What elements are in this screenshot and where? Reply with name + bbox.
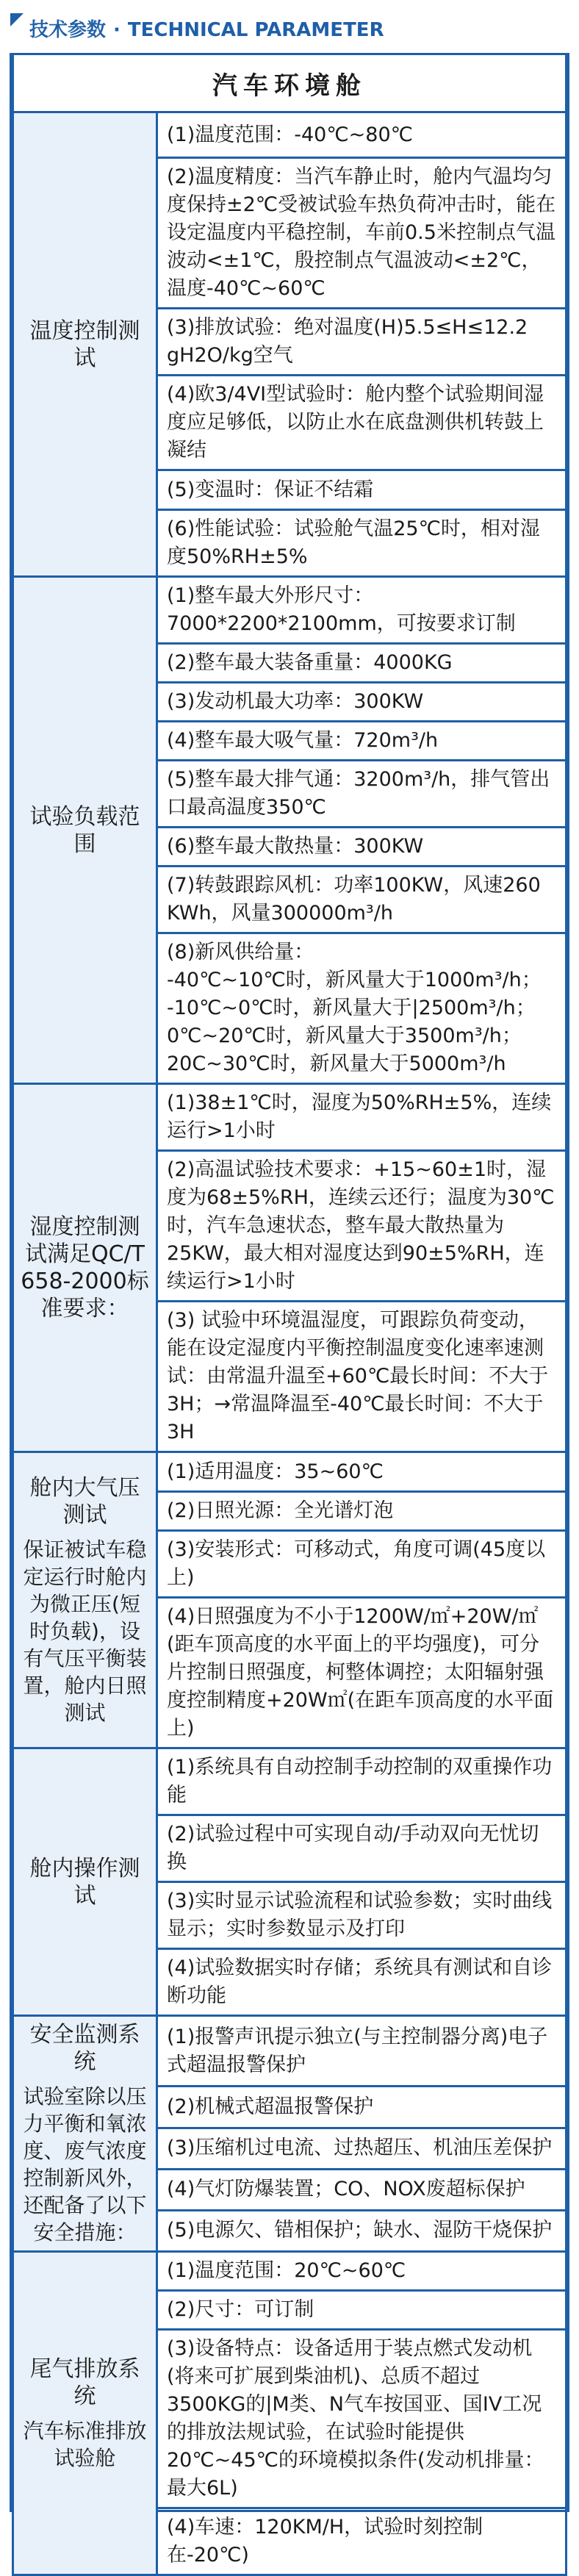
category-note: 汽车标准排放试验舱	[23, 2418, 147, 2470]
category-note: 保证被试车稳定运行时舱内为微正压(短时负载)，设有气压平衡装置，舱内日照测试	[23, 1537, 147, 1725]
spec-item: (2)试验过程中可实现自动/手动双向无忧切换	[157, 1815, 567, 1882]
spec-item: (4)车速：120KM/H，试验时刻控制在-20℃)	[157, 2508, 567, 2575]
caption-row	[13, 55, 567, 112]
spec-item: (3)压缩机过电流、过热超压、机油压差保护	[157, 2128, 567, 2169]
category-title: 舱内大气压测试	[29, 1474, 140, 1528]
table-row	[13, 2016, 567, 2087]
spec-item: (1)温度范围：-40℃~80℃	[157, 112, 567, 158]
category-cell	[13, 2016, 157, 2252]
spec-item: (4)试验数据实时存储；系统具有测试和自诊断功能	[157, 1949, 567, 2016]
table-row	[13, 2252, 567, 2291]
category-title: 安全监测系统	[29, 2022, 140, 2075]
spec-item: (1)系统具有自动控制手动控制的双重操作功能	[157, 1748, 567, 1815]
spec-item: (4)欧3/4VI型试验时：舱内整个试验期间湿度应足够低，以防止水在底盘测供机转鼓上凝结	[157, 376, 567, 470]
spec-table-frame	[10, 53, 569, 2566]
corner-triangle-icon	[10, 13, 24, 26]
table-row	[13, 577, 567, 644]
spec-item: (1)温度范围：20℃~60℃	[157, 2252, 567, 2291]
title-english: TECHNICAL PARAMETER	[127, 19, 384, 41]
spec-item: (2)高温试验技术要求：+15~60±1时，湿度为68±5%RH，连续云还行；温度为30℃时，汽车急速状态，整车最大散热量为25KW，最大相对湿度达到90±5%RH，连续运行>1小时	[157, 1151, 567, 1302]
spec-item: (3)安装形式：可移动式，角度可调(45度以上)	[157, 1531, 567, 1598]
category-title: 尾气排放系统	[29, 2356, 140, 2409]
category-note: 试验室除以压力平衡和氧浓度、废气浓度控制新风外，还配备了以下安全措施：	[23, 2084, 147, 2245]
table-row	[13, 112, 567, 158]
category-title: 舱内操作测试	[29, 1855, 140, 1909]
spec-item: (2)尺寸：可订制	[157, 2291, 567, 2330]
category-cell	[13, 1452, 157, 1748]
section-title	[29, 15, 384, 42]
section-header	[0, 0, 579, 53]
spec-item: (2)日照光源：全光谱灯泡	[157, 1492, 567, 1531]
spec-item: (6)整车最大散热量：300KW	[157, 828, 567, 867]
spec-item: (1)适用温度：35~60℃	[157, 1452, 567, 1492]
spec-item: (4)整车最大吸气量：720m³/h	[157, 722, 567, 761]
category-cell	[13, 577, 157, 1084]
category-cell	[13, 2252, 157, 2575]
spec-item: (3)实时显示试验流程和试验参数；实时曲线显示；实时参数显示及打印	[157, 1882, 567, 1949]
category-cell	[13, 1084, 157, 1452]
category-cell	[13, 112, 157, 577]
category-cell	[13, 1748, 157, 2016]
spec-item: (3)设备特点：设备适用于装点燃式发动机(将来可扩展到柴油机)、总质不超过3500KG的|M类、N气车按国亚、国IV工况的排放法规试验，在试验时能提供20℃~45℃的环境模拟条件(发动机排量：最大6L)	[157, 2330, 567, 2508]
spec-item: (5)电源欠、错相保护；缺水、湿防干烧保护	[157, 2210, 567, 2251]
spec-item: (3) 试验中环境温湿度，可跟踪负荷变动，能在设定湿度内平衡控制温度变化速率速测试：由常温升温至+60℃最长时间：不大于3H；→常温降温至-40℃最长时间：不大于3H	[157, 1302, 567, 1452]
spec-item: (7)转鼓跟踪风机：功率100KW，风速260 KWh，风量300000m³/h	[157, 867, 567, 933]
spec-item: (5)变温时：保证不结霜	[157, 470, 567, 510]
spec-item: (1)整车最大外形尺寸：7000*2200*2100mm，可按要求订制	[157, 577, 567, 644]
spec-item: (4)日照强度为不小于1200W/㎡+20W/㎡(距车顶高度的水平面上的平均强度)，可分片控制日照强度，柯整体调控；太阳辐射强度控制精度+20W㎡(在距车顶高度的水平面上)	[157, 1598, 567, 1748]
table-row	[13, 1748, 567, 1815]
category-title: 湿度控制测试满足QC/T 658-2000标准要求：	[21, 1214, 149, 1321]
spec-item: (1)38±1℃时，湿度为50%RH±5%，连续运行>1小时	[157, 1084, 567, 1151]
table-row	[13, 1084, 567, 1151]
spec-item: (2)整车最大装备重量：4000KG	[157, 644, 567, 683]
spec-item: (1)报警声讯提示独立(与主控制器分离)电子式超温报警保护	[157, 2016, 567, 2087]
spec-table	[12, 55, 567, 2576]
spec-item: (2)温度精度：当汽车静止时，舱内气温均匀度保持±2℃受被试验车热负荷冲击时，能在设定温度内平稳控制，车前0.5米控制点气温波动<±1℃，殷控制点气温波动<±2℃，温度-40℃~60℃	[157, 158, 567, 309]
category-title: 试验负载范围	[29, 803, 140, 857]
table-row	[13, 1452, 567, 1492]
category-title: 温度控制测试	[29, 317, 140, 371]
title-separator: ·	[113, 19, 121, 41]
spec-item: (2)机械式超温报警保护	[157, 2087, 567, 2128]
spec-item: (5)整车最大排气通：3200m³/h，排气管出口最高温度350℃	[157, 761, 567, 828]
spec-item: (4)气灯防爆装置；CO、NOX废超标保护	[157, 2169, 567, 2210]
table-caption: 汽车环境舱	[13, 55, 567, 112]
spec-item: (3)排放试验：绝对温度(H)5.5≤H≤12.2 gH2O/kg空气	[157, 309, 567, 376]
spec-item: (6)性能试验：试验舱气温25℃时，相对湿度50%RH±5%	[157, 510, 567, 577]
title-chinese: 技术参数	[29, 19, 107, 41]
spec-item: (8)新风供给量： -40℃~10℃时，新风量大于1000m³/h； -10℃~0℃时，新风量大于|2500m³/h； 0℃~20℃时，新风量大于3500m³/h； 20C~30℃时，新风量大于5000m³/h	[157, 933, 567, 1084]
spec-item: (3)发动机最大功率：300KW	[157, 683, 567, 722]
